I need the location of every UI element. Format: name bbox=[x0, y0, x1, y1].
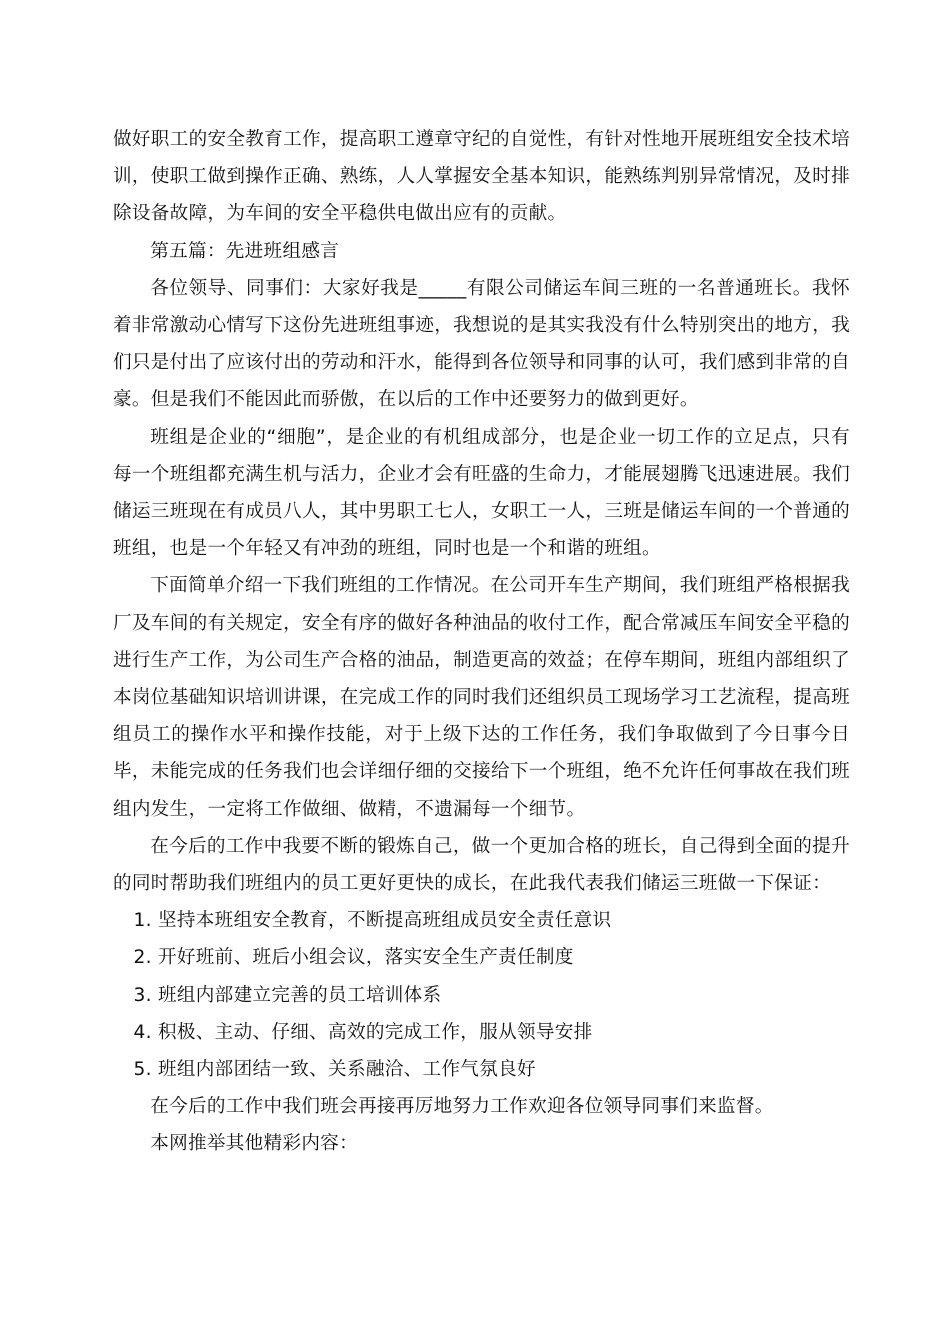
intro-paragraph: 做好职工的安全教育工作，提高职工遵章守纪的自觉性，有针对性地开展班组安全技术培训，使职工做到操作正确、熟练，人人掌握安全基本知识，能熟练判别异常情况，及时排除设备故障，为车间的安全平稳供电做出应有的贡献。 bbox=[113, 129, 850, 225]
greeting-paragraph: 各位领导、同事们：大家好我是_____有限公司储运车间三班的一名普通班长。我怀着非常激动心情写下这份先进班组事迹，我想说的是其实我没有什么特别突出的地方，我们只是付出了应该付出的劳动和汗水，能得到各位领导和同事的认可，我们感到非常的自豪。但是我们不能因此而骄傲，在以后的工作中还要努力的做到更好。 bbox=[113, 277, 850, 411]
recommend-label: 本网推举其他精彩内容： bbox=[150, 1133, 359, 1155]
pledge-intro-paragraph: 在今后的工作中我要不断的锻炼自己，做一个更加合格的班长，自己得到全面的提升的同时帮助我们班组内的员工更好更快的成长，在此我代表我们储运三班做一下保证： bbox=[113, 835, 850, 895]
pledge-list bbox=[113, 902, 850, 1088]
closing-paragraph: 在今后的工作中我们班会再接再厉地努力工作欢迎各位领导同事们来监督。 bbox=[150, 1096, 774, 1118]
pledge-item: 5. 班组内部团结一致、关系融洽、工作气氛良好 bbox=[133, 1059, 536, 1081]
section-heading: 第五篇：先进班组感言 bbox=[150, 240, 340, 262]
pledge-item: 1. 坚持本班组安全教育，不断提高班组成员安全责任意识 bbox=[133, 910, 612, 932]
work-summary-paragraph: 下面简单介绍一下我们班组的工作情况。在公司开车生产期间，我们班组严格根据我厂及车间的有关规定，安全有序的做好各种油品的收付工作，配合常减压车间安全平稳的进行生产工作，为公司生产合格的油品，制造更高的效益；在停车期间，班组内部组织了本岗位基础知识培训讲课，在完成工作的同时我们还组织员工现场学习工艺流程，提高班组员工的操作水平和操作技能，对于上级下达的工作任务，我们争取做到了今日事今日毕，未能完成的任务我们也会详细仔细的交接给下一个班组，绝不允许任何事故在我们班组内发生，一定将工作做细、做精，不遗漏每一个细节。 bbox=[113, 575, 850, 820]
pledge-item: 3. 班组内部建立完善的员工培训体系 bbox=[133, 984, 442, 1006]
pledge-item: 2. 开好班前、班后小组会议，落实安全生产责任制度 bbox=[133, 947, 574, 969]
document-body bbox=[113, 121, 850, 1163]
pledge-item: 4. 积极、主动、仔细、高效的完成工作，服从领导安排 bbox=[133, 1021, 593, 1043]
team-description-paragraph: 班组是企业的“细胞”，是企业的有机组成部分，也是企业一切工作的立足点，只有每一个班组都充满生机与活力，企业才会有旺盛的生命力，才能展翅腾飞迅速进展。我们储运三班现在有成员八人，其中男职工七人，女职工一人，三班是储运车间的一个普通的班组，也是一个年轻又有冲劲的班组，同时也是一个和谐的班组。 bbox=[113, 426, 850, 560]
